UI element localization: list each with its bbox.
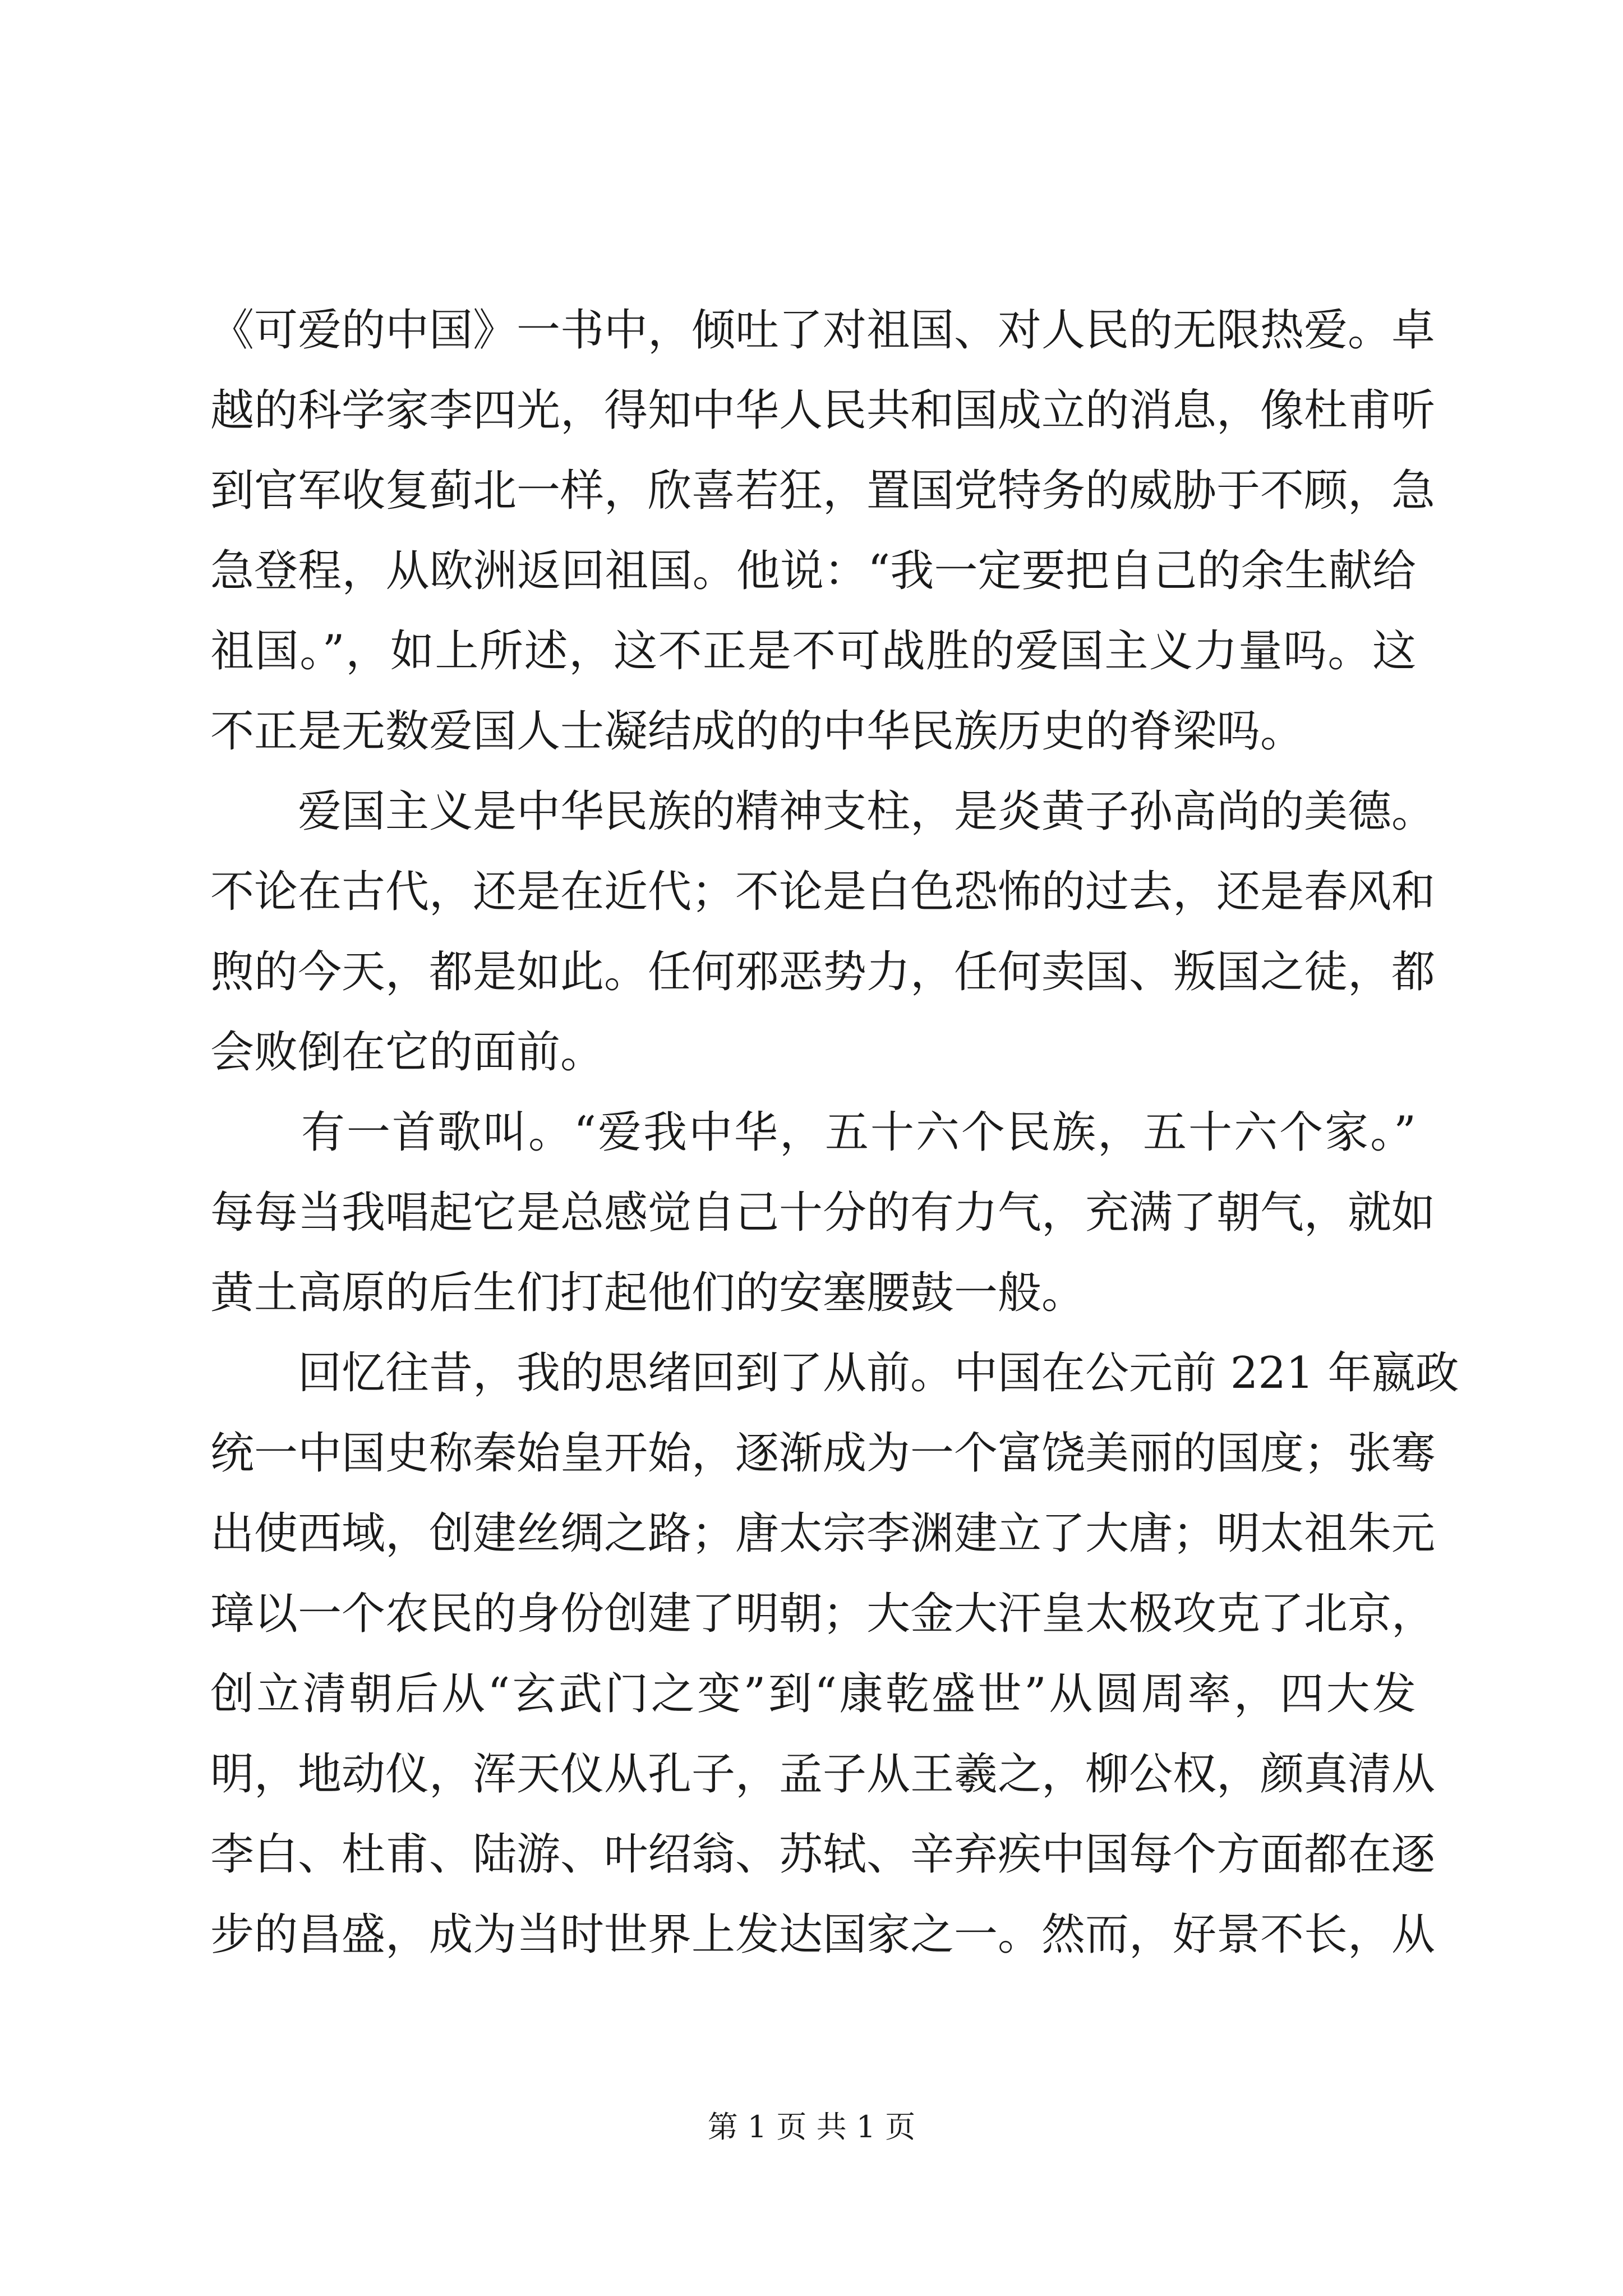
text-line: 有一首歌叫。“爱我中华，五十六个民族，五十六个家。”: [210, 1107, 1416, 1158]
text-line: 璋以一个农民的身份创建了明朝；大金大汗皇太极攻克了北京，: [210, 1589, 1436, 1639]
text-line: 到官军收复蓟北一样，欣喜若狂，置国党特务的威胁于不顾，急: [210, 466, 1436, 516]
text-line: 创立清朝后从“玄武门之变”到“康乾盛世”从圆周率，四大发: [210, 1669, 1416, 1719]
text-line: 不论在古代，还是在近代；不论是白色恐怖的过去，还是春风和: [210, 867, 1436, 917]
text-line: 爱国主义是中华民族的精神支柱，是炎黄子孙高尚的美德。: [210, 786, 1436, 837]
text-line: 急登程，从欧洲返回祖国。他说：“我一定要把自己的余生献给: [210, 546, 1416, 596]
text-line: 明，地动仪，浑天仪从孔子，孟子从王羲之，柳公权，颜真清从: [210, 1749, 1436, 1800]
text-line: 煦的今天，都是如此。任何邪恶势力，任何卖国、叛国之徒，都: [210, 947, 1436, 997]
text-line: 出使西域，创建丝绸之路；唐太宗李渊建立了大唐；明太祖朱元: [210, 1508, 1436, 1559]
text-line: 不正是无数爱国人士凝结成的的中华民族历史的脊梁吗。: [210, 706, 1304, 757]
text-line: 回忆往昔，我的思绪回到了从前。中国在公元前 221 年嬴政: [210, 1348, 1459, 1398]
body-text: [210, 291, 1459, 1975]
text-line: 李白、杜甫、陆游、叶绍翁、苏轼、辛弃疾中国每个方面都在逐: [210, 1829, 1436, 1880]
text-line: 祖国。”，如上所述，这不正是不可战胜的爱国主义力量吗。这: [210, 626, 1416, 677]
text-line: 会败倒在它的面前。: [210, 1027, 605, 1078]
text-line: 每每当我唱起它是总感觉自己十分的有力气，充满了朝气，就如: [210, 1188, 1436, 1238]
text-line: 《可爱的中国》一书中，倾吐了对祖国、对人民的无限热爱。卓: [210, 305, 1436, 356]
text-line: 越的科学家李四光，得知中华人民共和国成立的消息，像杜甫听: [210, 385, 1436, 436]
text-line: 步的昌盛，成为当时世界上发达国家之一。然而，好景不长，从: [210, 1910, 1436, 1960]
text-line: 黄土高原的后生们打起他们的安塞腰鼓一般。: [210, 1268, 1086, 1318]
text-line: 统一中国史称秦始皇开始，逐渐成为一个富饶美丽的国度；张骞: [210, 1428, 1436, 1479]
page-footer: 第 1 页 共 1 页: [707, 2109, 916, 2145]
